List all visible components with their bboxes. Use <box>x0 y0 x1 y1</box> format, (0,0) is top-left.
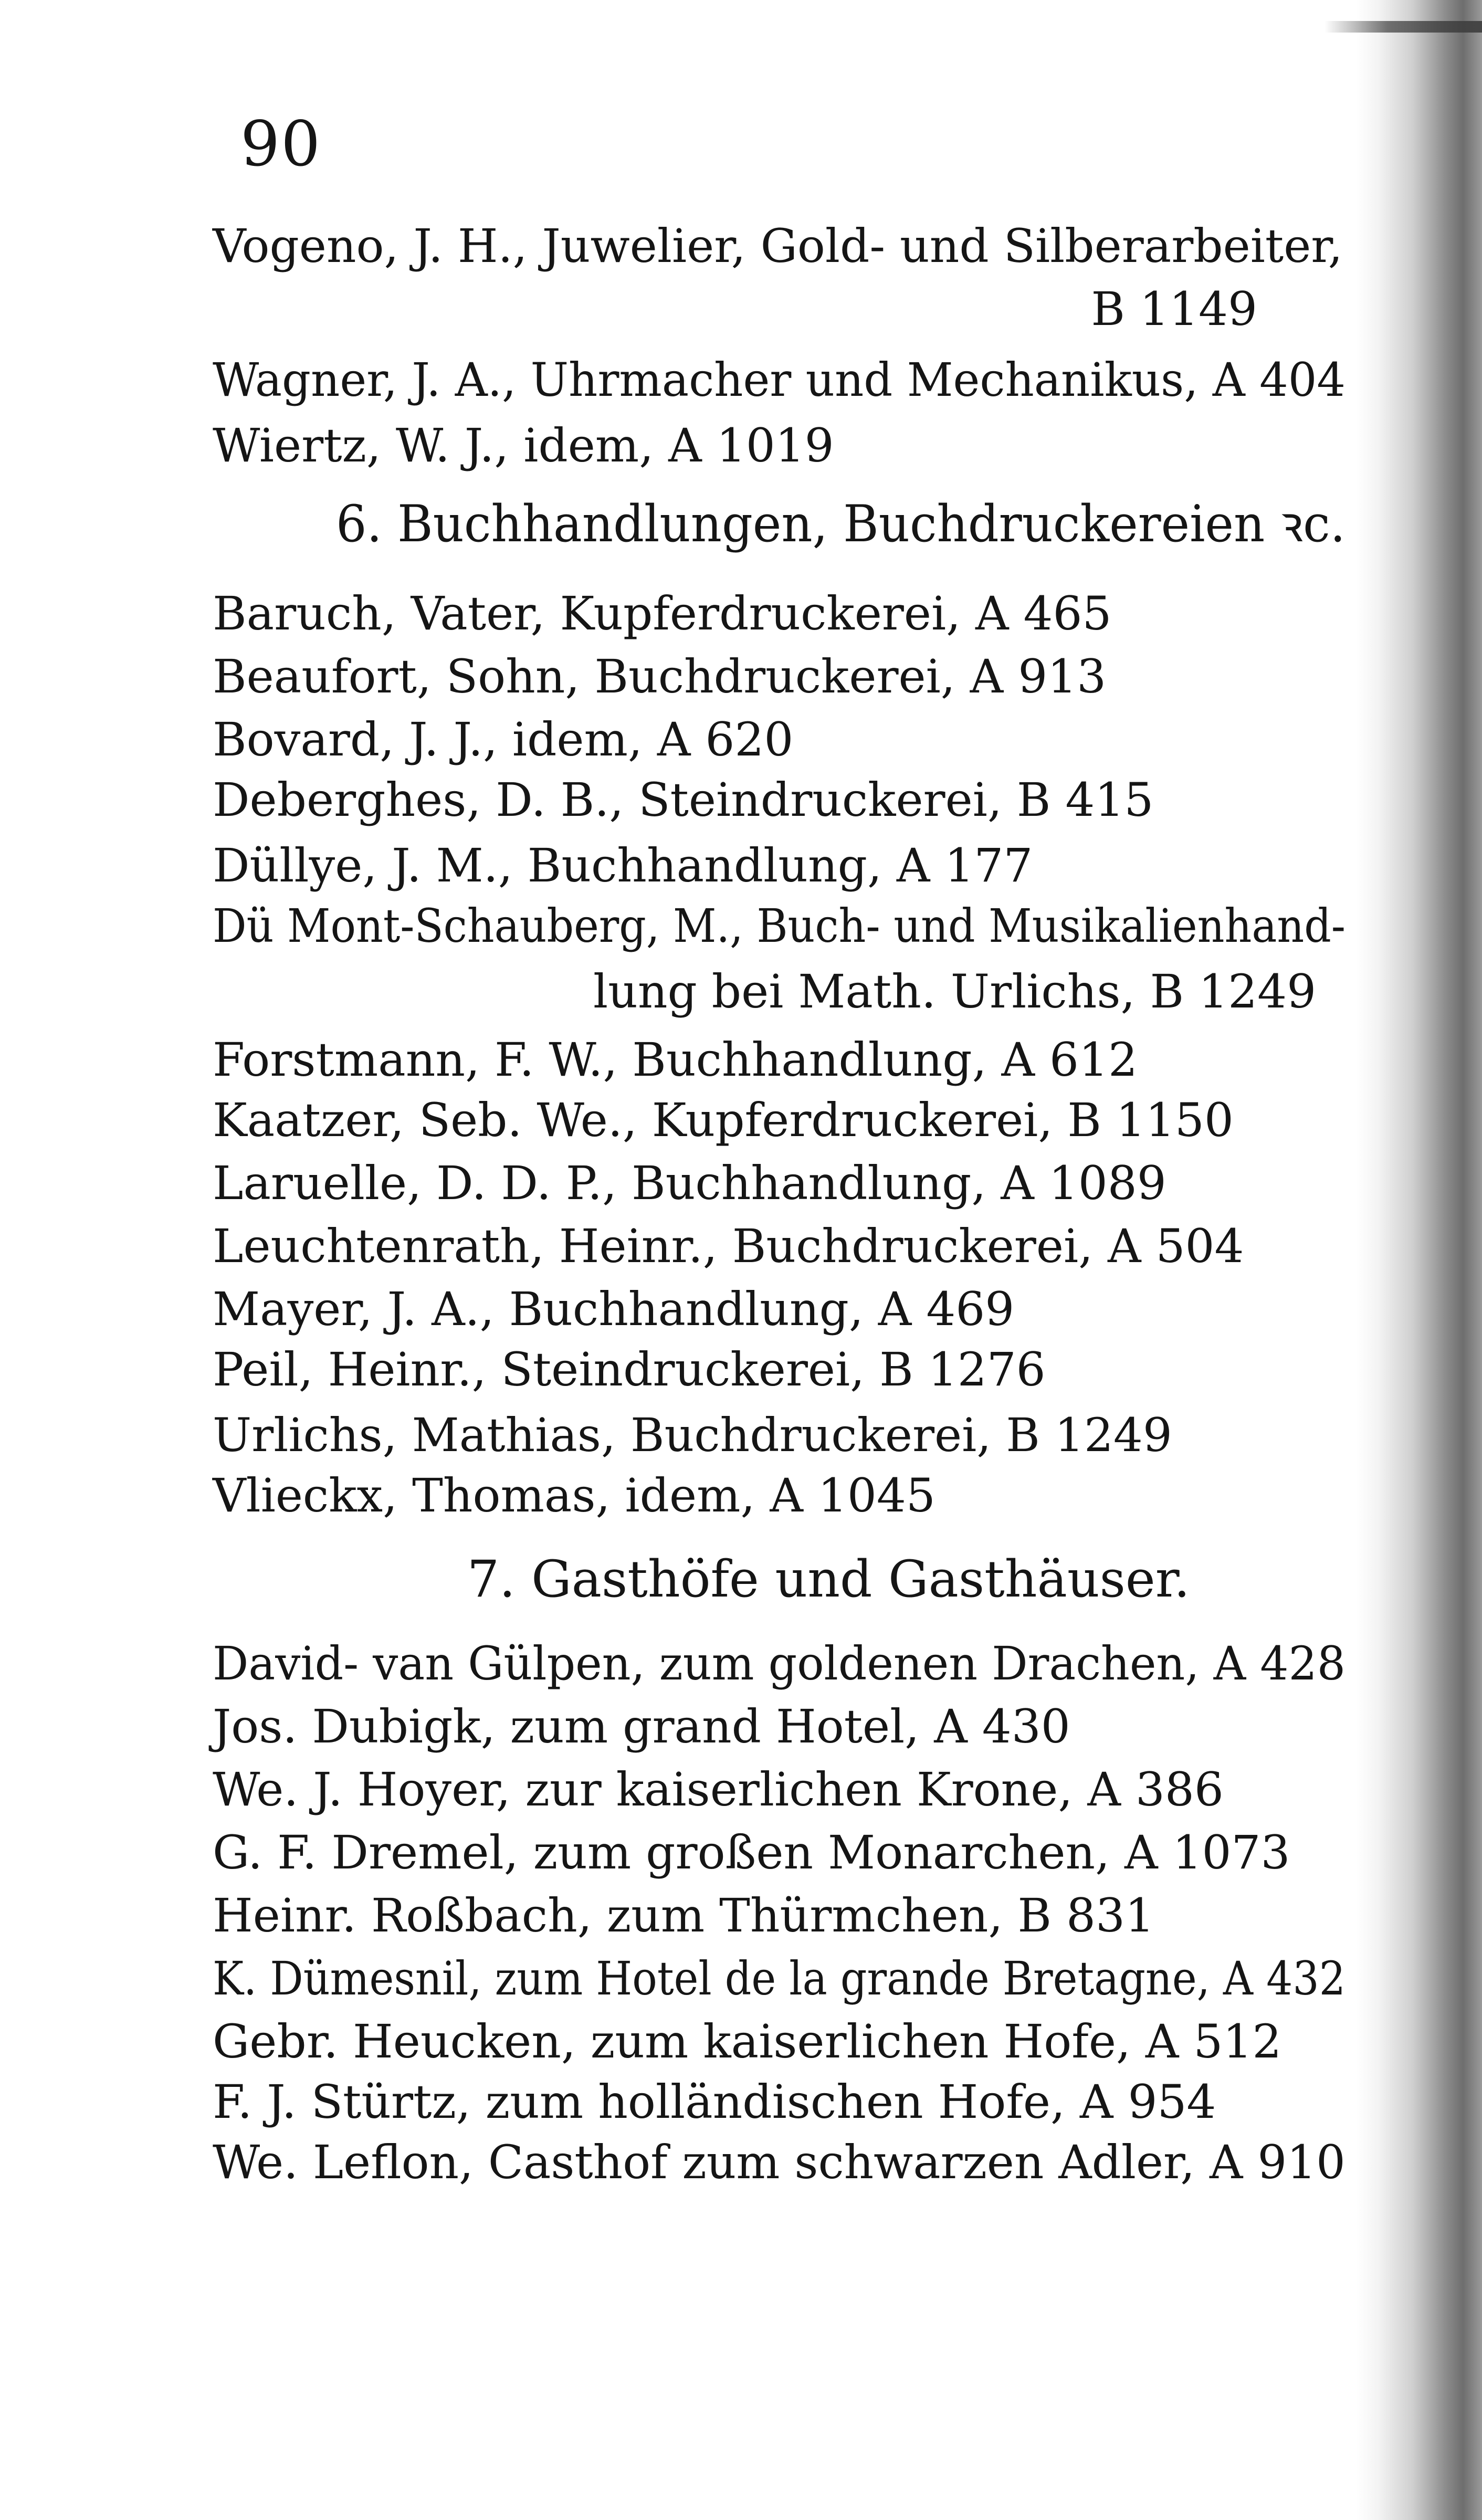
entry-line: Laruelle, D. D. P., Buchhandlung, A 1089 <box>213 1156 1166 1210</box>
entry-line: We. Leflon, Casthof zum schwarzen Adler, A 910 <box>213 2135 1346 2189</box>
entry-line: G. F. Dremel, zum großen Monarchen, A 1073 <box>213 1825 1290 1880</box>
page-edge-shadow <box>1356 0 1482 2520</box>
section-heading-7: 7. Gasthöfe und Gasthäuser. <box>467 1550 1190 1609</box>
entry-line: David- van Gülpen, zum goldenen Drachen, A 428 <box>213 1636 1346 1690</box>
page-edge-top-shadow <box>1325 21 1482 33</box>
entry-line: Gebr. Heucken, zum kaiserlichen Hofe, A 512 <box>213 2014 1282 2068</box>
entry-line: Wagner, J. A., Uhrmacher und Mechanikus, A 404 <box>213 353 1346 407</box>
entry-line: Baruch, Vater, Kupferdruckerei, A 465 <box>213 586 1112 640</box>
entry-line: Vogeno, J. H., Juwelier, Gold- und Silberarbeiter, <box>213 219 1343 273</box>
entry-line: Wiertz, W. J., idem, A 1019 <box>213 418 834 472</box>
entry-line: Düllye, J. M., Buchhandlung, A 177 <box>213 838 1033 892</box>
entry-continuation: lung bei Math. Urlichs, B 1249 <box>593 964 1317 1018</box>
section-heading-6: 6. Buchhandlungen, Buchdruckereien ꝛc. <box>336 495 1346 553</box>
entry-line: Forstmann, F. W., Buchhandlung, A 612 <box>213 1033 1138 1087</box>
entry-line: Vlieckx, Thomas, idem, A 1045 <box>213 1468 936 1522</box>
entry-line: We. J. Hoyer, zur kaiserlichen Krone, A 386 <box>213 1762 1224 1816</box>
entry-line: Dü Mont-Schauberg, M., Buch- und Musikalienhand- <box>213 899 1346 953</box>
entry-line: Jos. Dubigk, zum grand Hotel, A 430 <box>213 1699 1070 1754</box>
entry-line: Kaatzer, Seb. We., Kupferdruckerei, B 1150 <box>213 1093 1234 1147</box>
entry-line: K. Dümesnil, zum Hotel de la grande Bretagne, A 432 <box>213 1951 1346 2006</box>
page-number: 90 <box>240 108 322 180</box>
entry-line: Leuchtenrath, Heinr., Buchdruckerei, A 504 <box>213 1219 1244 1273</box>
entry-line: Peil, Heinr., Steindruckerei, B 1276 <box>213 1342 1046 1396</box>
entry-line: Beaufort, Sohn, Buchdruckerei, A 913 <box>213 649 1107 704</box>
entry-line: F. J. Stürtz, zum holländischen Hofe, A 954 <box>213 2075 1216 2129</box>
entry-line: Deberghes, D. B., Steindruckerei, B 415 <box>213 773 1154 827</box>
entry-line: Bovard, J. J., idem, A 620 <box>213 712 794 766</box>
entry-line: Mayer, J. A., Buchhandlung, A 469 <box>213 1282 1015 1336</box>
entry-line: Urlichs, Mathias, Buchdruckerei, B 1249 <box>213 1408 1172 1462</box>
entry-line: Heinr. Roßbach, zum Thürmchen, B 831 <box>213 1888 1154 1942</box>
entry-continuation: B 1149 <box>1091 282 1257 336</box>
